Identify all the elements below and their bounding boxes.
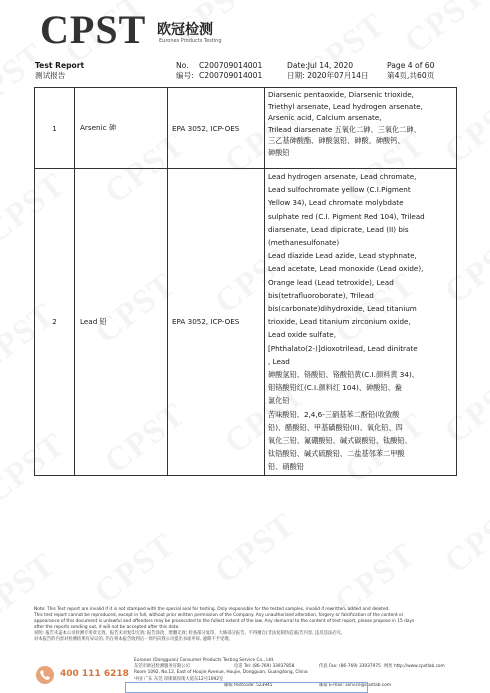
substance-name: Arsenic 砷 (75, 88, 168, 169)
substance-line: 砷酸铅 (268, 147, 290, 157)
company-name-en: Eurones (Dongguan) Consumer Products Testing Service Co., Ltd. (134, 658, 275, 663)
report-date-cn: 日期: 2020年07月14日 (287, 71, 369, 80)
substance-line: Lead acetate, Lead monoxide (Lead oxide), (268, 264, 424, 274)
substance-line: trioxide, Lead titanium zirconium oxide, (268, 317, 411, 327)
note-line: Note: This Test report are invalid if it is not stamped with the special seal for testing. Only responsible for the tested samples, invalid if rewritten, added and deleted. (34, 607, 390, 612)
test-method: EPA 3052, ICP-OES (168, 169, 265, 476)
restricted-substances-table (34, 87, 457, 476)
telephone: 电话 Tel: (86-769) 33937858 (234, 664, 295, 669)
substance-line: 钛锆酸铅、碱式硫酸铅、二盐基邻苯二甲酸 (268, 449, 405, 459)
page-number-cn: 第4页,共60页 (387, 71, 435, 80)
substance-line: 苦味酸铅、2,4,6-三硝基苯二酚铅(收敛酸 (268, 409, 400, 419)
report-no-label-cn: 编号: (176, 71, 194, 80)
table-row (35, 169, 457, 476)
report-title-en: Test Report (35, 61, 85, 70)
selection-highlight-box (125, 682, 368, 693)
report-title-cn: 测试报告 (35, 71, 66, 80)
phone-icon (36, 666, 54, 684)
substance-line: Lead diazide Lead azide, Lead styphnate, (268, 251, 417, 261)
note-line: 说明: 报告未盖本公司检测专用章无效。报告未对复印无效; 报告涂改、增删无效; 检查部分复印、大修部分报告。不得擅自(非法复制伪造)报告内容, 违反违法必究。 (34, 631, 346, 636)
email: 邮箱 E-mail: service@cpstlab.com (319, 683, 392, 688)
report-no-value: C200709014001 (199, 61, 263, 70)
substance-line: [Phthalato(2-)]dioxotrilead, Lead dinitrate (268, 343, 418, 353)
test-method: EPA 3052, ICP-OES (168, 88, 265, 169)
report-no-value-cn: C200709014001 (199, 71, 263, 80)
substance-line: Lead sulfochromate yellow (C.I.Pigment (268, 185, 411, 195)
substance-line: (methanesulfonate) (268, 238, 340, 248)
substance-list (265, 169, 457, 476)
logo-english-name: Eurones Products Testing (159, 38, 222, 44)
substance-line: Trilead diarsenate 五氧化二砷、三氧化二砷、 (268, 124, 421, 134)
substance-line: Arsenic acid, Calcium arsenate, (268, 113, 382, 122)
substance-line: 钼铬酸铅红(C.I.颜料红 104)、砷酸铅、鲞 (268, 383, 402, 393)
substance-line: sulphate red (C.I. Pigment Red 104), Trilead (268, 211, 425, 221)
company-address-line (134, 670, 308, 675)
note-line: This test report cannot be reproduced, except in full, without prior written permission of the Company. Any unauthorized alteration, forgery or falsification of the content or (34, 613, 404, 618)
legal-note (34, 607, 459, 643)
substance-line: , Lead (268, 356, 290, 366)
substance-line: bis(tetrafluoroborate), Trilead (268, 290, 374, 300)
substance-line: 铅)、醋酸铅、甲基磺酸铅(II)、氧化铅、四 (268, 422, 403, 432)
substance-line: bis(carbonate)dihydroxide, Lead titanium (268, 304, 417, 314)
note-line: after the reports sending out, it will not be accepted after this date. (34, 625, 180, 630)
substance-line: Yellow 34), Lead chromate molybdate (268, 198, 404, 208)
page-number-en: Page 4 of 60 (387, 61, 435, 70)
company-contact-line (134, 664, 445, 669)
substance-line: Diarsenic pentaoxide, Diarsenic trioxide, (268, 90, 414, 99)
company-footer (34, 656, 457, 690)
row-number: 2 (35, 169, 75, 476)
logo-chinese-name: 欧冠检测 (157, 22, 213, 38)
report-no-label: No. (176, 61, 189, 70)
company-name-cn: 东莞市欧冠检测服务有限公司 (134, 664, 190, 669)
website: 网址 http://www.cpstlab.com (384, 664, 445, 669)
table-row (35, 88, 457, 169)
address-cn: 中国 广东 东莞 厚街镇厚街大道东12号1092室 (134, 677, 224, 682)
row-number: 1 (35, 88, 75, 169)
fax: 传真 Fax: (86-769) 33937975 (319, 664, 381, 669)
substance-line: 氧化三铅、氟硼酸铅、碱式碳酸铅、钛酸铅、 (268, 436, 412, 446)
substance-line: Orange lead (Lead tetroxide), Lead (268, 277, 394, 287)
report-date-en: Date:Jul 14, 2020 (287, 61, 354, 70)
note-line: 对本报告的内容对检测结果有异议的, 仍在将本报告收到后一周内向我公司提出书面申诉, 逾期不予受理。 (34, 637, 233, 642)
address-en: Room 1092, No.12, East of Houjie Avenue, Houjie, Dongguan, Guangdong, China (134, 670, 308, 675)
postcode: 邮编 Postcode: 523945 (224, 683, 273, 688)
logo-wordmark: CPST (40, 7, 147, 52)
substance-line: 铅、硝酸铅 (268, 462, 304, 472)
substance-line: 砷酸氢铅、铬酸铅、铬酸铅黄(C.I.颜料黄 34)、 (268, 370, 419, 380)
substance-line: Lead hydrogen arsenate, Lead chromate, (268, 172, 417, 181)
note-line: appearance of this document is unlawful and offenders may be prosecuted to the fullest extent of the law. Any demurral to the content of test report, please propose in 15 days (34, 619, 415, 624)
substance-line: 三乙基砷酸酯、砷酸氢铅、砷酸、砷酸钙、 (268, 136, 405, 145)
substance-list (265, 88, 457, 169)
substance-line: diarsenate, Lead dipicrate, Lead (II) bis (268, 224, 409, 234)
substance-line: 氯化铅 (268, 396, 290, 406)
substance-name: Lead 铅 (75, 169, 168, 476)
hotline-number: 400 111 6218 (60, 669, 129, 679)
substance-line: Lead oxide sulfate, (268, 330, 337, 340)
substance-line: Triethyl arsenate, Lead hydrogen arsenate, (268, 101, 423, 111)
